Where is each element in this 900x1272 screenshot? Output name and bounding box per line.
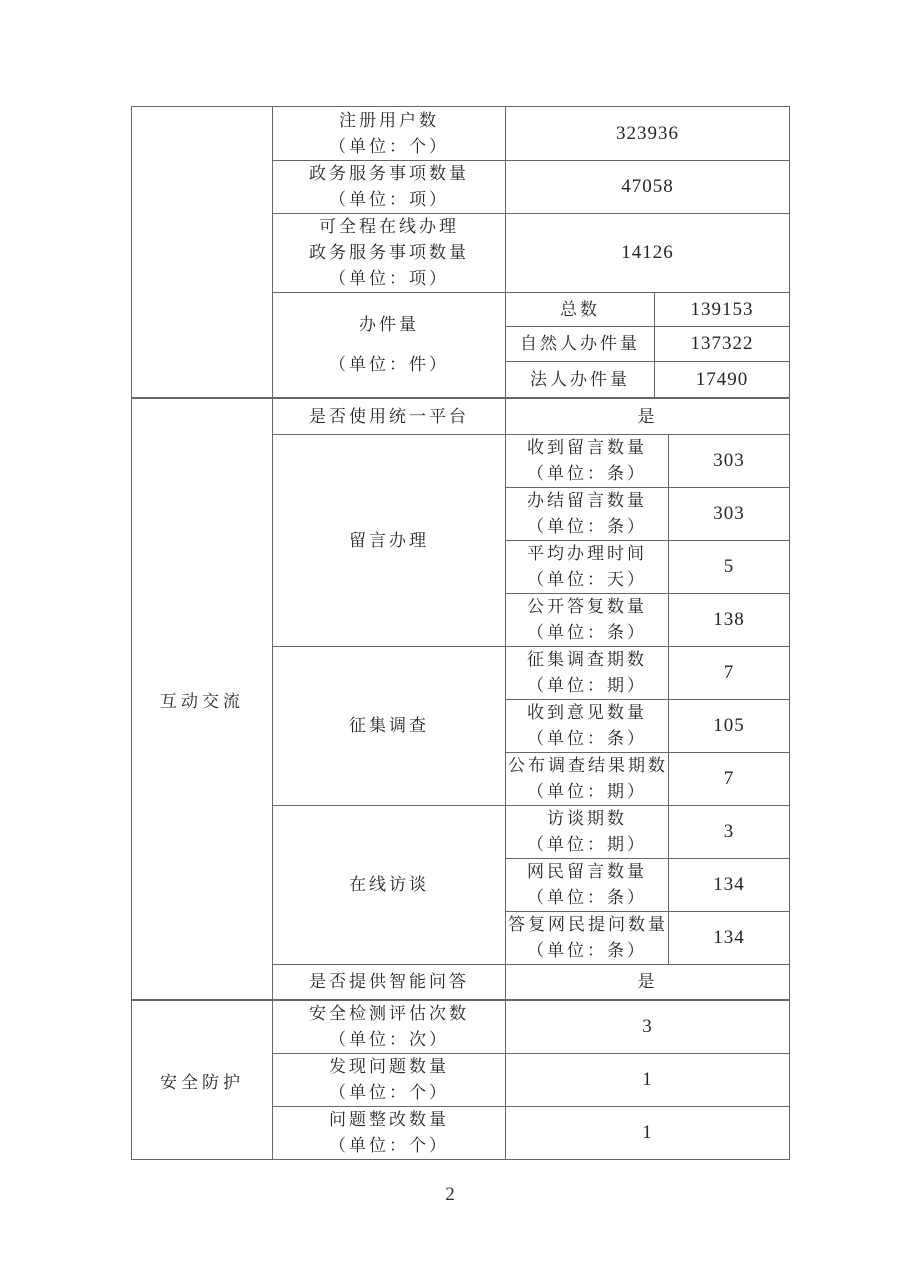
row-label-netizen-questions-answered [506, 912, 669, 965]
table-row [132, 1001, 790, 1054]
label-unit: （单位：条） [527, 517, 647, 536]
label-unit: （单位：期） [527, 676, 647, 695]
row-label-problems-found [273, 1054, 506, 1107]
label-unit: （单位：条） [527, 464, 647, 483]
label-unit: （单位：期） [527, 782, 647, 801]
row-label-interview-issues [506, 806, 669, 859]
table-section-top [131, 106, 790, 398]
label-unit: （单位：条） [527, 729, 647, 748]
label-unit: （单位：次） [329, 1030, 449, 1049]
value-smart-qa: 是 [506, 965, 790, 1000]
value-total: 139153 [655, 293, 790, 327]
value-messages-completed: 303 [669, 488, 790, 541]
row-label-online-service-items [273, 214, 506, 293]
row-label-registered-users [273, 107, 506, 161]
label-text: 公开答复数量 [527, 597, 647, 616]
label-unit: （单位：个） [329, 1083, 449, 1102]
row-label-case-volume [273, 293, 506, 398]
value-problems-found: 1 [506, 1054, 790, 1107]
label-unit: （单位：项） [329, 190, 449, 209]
group-label-online-interview: 在线访谈 [273, 806, 506, 965]
row-label-opinions-received [506, 700, 669, 753]
label-text-line2: 政务服务事项数量 [309, 243, 469, 262]
row-label-service-items [273, 161, 506, 214]
row-label-security-assessments [273, 1001, 506, 1054]
category-cell-empty [132, 107, 273, 398]
row-label-unified-platform: 是否使用统一平台 [273, 399, 506, 435]
category-cell-interaction: 互动交流 [132, 399, 273, 1000]
report-table [131, 106, 789, 1160]
category-cell-security: 安全防护 [132, 1001, 273, 1160]
label-unit: （单位：项） [329, 269, 449, 288]
value-survey-issues: 7 [669, 647, 790, 700]
table-row [132, 399, 790, 435]
label-unit: （单位：条） [527, 888, 647, 907]
value-public-replies: 138 [669, 594, 790, 647]
group-label-survey: 征集调查 [273, 647, 506, 806]
label-unit: （单位：个） [329, 1136, 449, 1155]
page-number: 2 [445, 1184, 455, 1205]
value-legal-person: 17490 [655, 362, 790, 398]
value-unified-platform: 是 [506, 399, 790, 435]
label-text: 注册用户数 [339, 110, 439, 130]
label-text: 访谈期数 [547, 809, 627, 828]
value-registered-users: 323936 [506, 107, 790, 161]
value-messages-received: 303 [669, 435, 790, 488]
label-text: 收到意见数量 [527, 703, 647, 722]
row-label-average-handling-time [506, 541, 669, 594]
row-label-smart-qa: 是否提供智能问答 [273, 965, 506, 1000]
value-survey-results-published: 7 [669, 753, 790, 806]
label-text: 收到留言数量 [527, 438, 647, 457]
label-unit: （单位：天） [527, 570, 647, 589]
value-natural-person: 137322 [655, 327, 790, 362]
label-text: 办件量 [359, 315, 419, 334]
label-text: 征集调查期数 [527, 650, 647, 669]
label-text: 办结留言数量 [527, 491, 647, 510]
row-label-problems-rectified [273, 1107, 506, 1160]
table-section-security [131, 1000, 790, 1160]
sublabel-legal-person: 法人办件量 [506, 362, 655, 398]
sublabel-natural-person: 自然人办件量 [506, 327, 655, 362]
value-service-items: 47058 [506, 161, 790, 214]
value-netizen-questions-answered: 134 [669, 912, 790, 965]
label-unit: （单位：件） [329, 355, 449, 374]
row-label-messages-received [506, 435, 669, 488]
label-unit: （单位：条） [527, 623, 647, 642]
value-opinions-received: 105 [669, 700, 790, 753]
label-unit: （单位：个） [329, 136, 449, 156]
value-problems-rectified: 1 [506, 1107, 790, 1160]
row-label-netizen-messages [506, 859, 669, 912]
value-online-service-items: 14126 [506, 214, 790, 293]
label-unit: （单位：期） [527, 835, 647, 854]
row-label-survey-issues [506, 647, 669, 700]
label-text: 网民留言数量 [527, 862, 647, 881]
label-text: 政务服务事项数量 [309, 164, 469, 183]
row-label-messages-completed [506, 488, 669, 541]
sublabel-total: 总数 [506, 293, 655, 327]
value-netizen-messages: 134 [669, 859, 790, 912]
value-average-handling-time: 5 [669, 541, 790, 594]
label-text: 答复网民提问数量 [508, 915, 668, 934]
group-label-message-handling: 留言办理 [273, 435, 506, 647]
label-text-line1: 可全程在线办理 [319, 217, 459, 236]
row-label-survey-results-published [506, 753, 669, 806]
label-text: 问题整改数量 [329, 1110, 449, 1129]
label-unit: （单位：条） [527, 941, 647, 960]
label-text: 平均办理时间 [527, 544, 647, 563]
label-text: 公布调查结果期数 [508, 756, 668, 775]
table-section-interaction [131, 398, 790, 1000]
table-row [132, 107, 790, 161]
label-text: 安全检测评估次数 [309, 1004, 469, 1023]
row-label-public-replies [506, 594, 669, 647]
value-interview-issues: 3 [669, 806, 790, 859]
label-text: 发现问题数量 [329, 1057, 449, 1076]
value-security-assessments: 3 [506, 1001, 790, 1054]
